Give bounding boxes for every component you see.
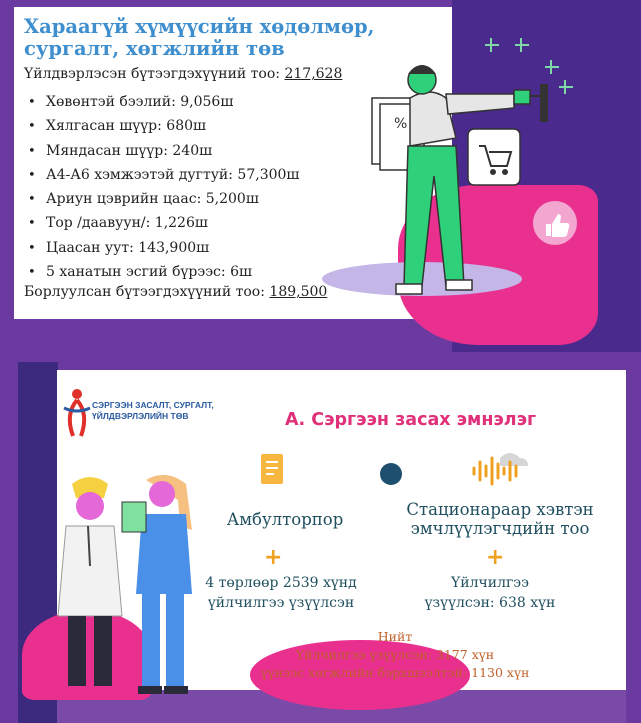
worker-illustration-icon bbox=[350, 58, 580, 308]
percent-sign: % bbox=[394, 116, 408, 132]
stationary-label: Стационараар хэвтэн эмчлүүлэгчдийн тоо bbox=[406, 500, 594, 538]
total-line-disabled: үүнээс хөгжлийн бэрхшээлтэй: 1130 хүн bbox=[260, 665, 530, 680]
produced-value: 217,628 bbox=[284, 66, 343, 82]
doctors-illustration-icon bbox=[38, 468, 218, 708]
logo-text: СЭРГЭЭН ЗАСАЛТ, СУРГАЛТ, ҮЙЛДВЭРЛЭЛИЙН ТӨВ bbox=[92, 400, 214, 421]
document-icon bbox=[259, 452, 287, 488]
section-title: А. Сэргээн засах эмнэлэг bbox=[285, 410, 537, 430]
ambulatory-detail: 4 төрлөөр 2539 хүнд үйлчилгээ үзүүлсэн bbox=[205, 575, 357, 611]
sold-count bbox=[24, 284, 327, 300]
list-item: • А4-А6 хэмжээтэй дугтуй: 57,300ш bbox=[28, 163, 299, 187]
stationary-detail: Үйлчилгээ үзүүлсэн: 638 хүн bbox=[424, 575, 556, 611]
produced-label: Үйлдвэрлэсэн бүтээгдэхүүний тоо: bbox=[24, 66, 285, 82]
sold-value: 189,500 bbox=[269, 284, 328, 300]
separator-dot bbox=[380, 463, 402, 485]
total-summary bbox=[250, 628, 540, 682]
section-divider bbox=[0, 352, 641, 372]
soundwave-icon bbox=[470, 450, 530, 488]
list-item: • 5 ханатын эсгий бүрээс: 6ш bbox=[28, 260, 299, 284]
center-logo-icon bbox=[62, 386, 92, 438]
total-line-served: Үйлчилгээ үзүүлсэн: 3177 хүн bbox=[295, 647, 495, 662]
list-item: • Мяндасан шүүр: 240ш bbox=[28, 139, 299, 163]
list-item: • Ариун цэврийн цаас: 5,200ш bbox=[28, 187, 299, 211]
sold-label: Борлуулсан бүтээгдэхүүний тоо: bbox=[24, 284, 270, 300]
list-item: • Тор /даавуун/: 1,226ш bbox=[28, 211, 299, 235]
page-title: Хараагүй хүмүүсийн хөдөлмөр, сургалт, хөгжлийн төв bbox=[24, 15, 375, 60]
list-item: • Хялгасан шүүр: 680ш bbox=[28, 114, 299, 138]
total-heading: Нийт bbox=[377, 629, 413, 644]
shopping-cart-icon bbox=[467, 128, 521, 186]
list-item: • Хөвөнтэй бээлий: 9,056ш bbox=[28, 90, 299, 114]
ambulatory-label: Амбулторпор bbox=[226, 510, 344, 529]
list-item: • Цаасан уут: 143,900ш bbox=[28, 236, 299, 260]
thumbs-up-icon bbox=[530, 198, 580, 248]
plus-icon: + bbox=[486, 545, 505, 570]
plus-icon: + bbox=[264, 545, 283, 570]
product-list bbox=[28, 90, 299, 284]
produced-count bbox=[24, 66, 342, 82]
